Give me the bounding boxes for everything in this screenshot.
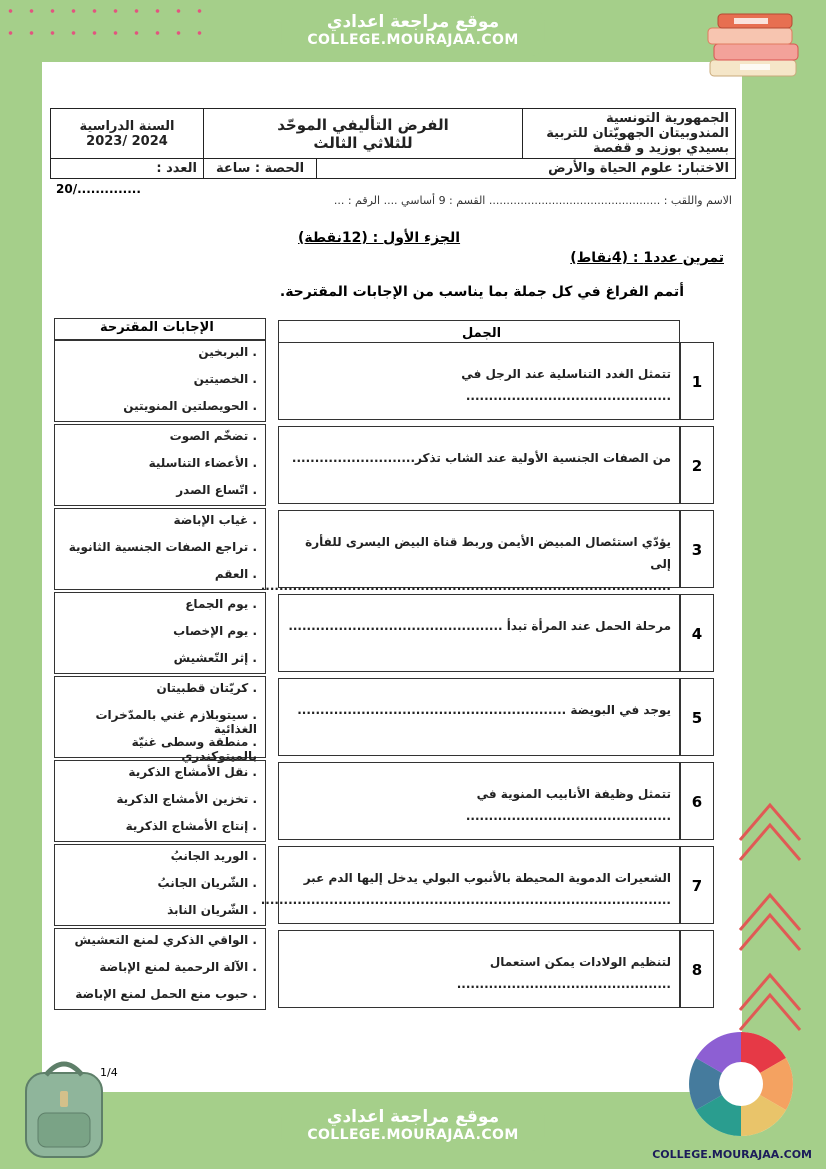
option-item[interactable]: . تضخّم الصوت [169, 429, 257, 443]
row-number: 4 [680, 594, 714, 672]
sentence-text: من الصفات الجنسية الأولية عند الشاب تذكر........................... [291, 451, 671, 465]
sentence-text: يؤدّي استئصال المبيض الأيمن وربط قناة البيض اليسرى للفأرة إلى .......................................................................................... [260, 535, 671, 593]
school-wheel-icon [686, 1029, 796, 1139]
sentence-text: مرحلة الحمل عند المرأة تبدأ ............................................... [288, 619, 671, 633]
chevron-up-icon [730, 790, 810, 1040]
option-item[interactable]: . غياب الإباضة [173, 513, 257, 527]
row-number: 5 [680, 678, 714, 756]
options-cell [54, 592, 266, 674]
sentence-text: الشعيرات الدموية المحيطة بالأنبوب البولي يدخل إليها الدم عبر .......................................................................................... [260, 871, 671, 907]
sentences-header-box [278, 320, 680, 342]
row-number: 2 [680, 426, 714, 504]
books-stack-icon [704, 10, 804, 82]
option-item[interactable]: . اتّساع الصدر [176, 483, 257, 497]
student-info-line[interactable]: الاسم واللقب : ................................................. القسم : 9 أساسي .... الرقم : ... [333, 194, 732, 207]
options-column-header: الإجابات المقترحة [100, 320, 214, 335]
exam-page [42, 62, 742, 1092]
sentence-cell[interactable] [278, 678, 680, 756]
option-item[interactable]: . تراجع الصفات الجنسية الثانوية [68, 540, 257, 554]
sentence-cell[interactable] [278, 762, 680, 840]
option-item[interactable]: . الآلة الرحمية لمنع الإباضة [99, 960, 257, 974]
options-cell [54, 844, 266, 926]
score-cell [51, 159, 204, 179]
option-item[interactable]: . الحويصلتين المنويتين [123, 399, 257, 413]
exam-title-line1: الفرض التأليفي الموحّد [277, 115, 449, 134]
option-item[interactable]: . منطقة وسطى غنيّة بالميتوكندري [131, 735, 257, 763]
options-cell [54, 508, 266, 590]
option-item[interactable]: . سيتوبلازم غني بالمدّخرات الغذائية [95, 708, 257, 736]
site-banner-bottom[interactable] [281, 1103, 544, 1151]
site-banner-top[interactable] [281, 8, 544, 56]
site-name-arabic-bottom: موقع مراجعة اعدادي [326, 1107, 500, 1127]
sentence-cell[interactable] [260, 846, 680, 924]
site-domain-bottom: COLLEGE.MOURAJAA.COM [307, 1127, 519, 1143]
row-number: 8 [680, 930, 714, 1008]
option-item[interactable]: . نقل الأمشاج الذكرية [128, 765, 257, 779]
options-cell [54, 676, 266, 763]
option-item[interactable]: . يوم الإخصاب [173, 624, 257, 638]
options-cell [54, 928, 266, 1010]
option-item[interactable]: . الخصيتين [193, 372, 257, 386]
school-year-cell [51, 109, 204, 159]
page-number: 1/4 [100, 1066, 118, 1079]
score-label: العدد : [156, 161, 197, 176]
year-label: السنة الدراسية [79, 118, 175, 134]
sentence-cell[interactable] [278, 594, 680, 672]
subject-cell: الاختبار: علوم الحياة والأرض [317, 159, 736, 179]
decorative-dots [0, 0, 210, 48]
sentence-text: تتمثل الغدد التناسلية عند الرجل في ............................................. [461, 367, 671, 403]
backpack-icon [14, 1051, 114, 1161]
score-blank[interactable]: 20/.............. [56, 182, 141, 196]
option-item[interactable]: . تخزين الأمشاج الذكرية [116, 792, 257, 806]
row-number: 1 [680, 342, 714, 420]
sentence-cell[interactable] [278, 426, 680, 504]
option-item[interactable]: . العقم [214, 567, 257, 581]
options-cell [54, 760, 266, 842]
exercise-instruction: أتمم الفراغ في كل جملة بما يناسب من الإجابات المقترحة. [279, 284, 684, 300]
sentences-column-header: الجمل [462, 326, 502, 341]
option-item[interactable]: . إنتاج الأمشاج الذكرية [125, 819, 257, 833]
sentence-text: يوجد في البويضة ........................................................... [297, 703, 671, 717]
option-item[interactable]: . إثر التّعشيش [173, 651, 257, 665]
duration-cell: الحصة : ساعة [204, 159, 317, 179]
cities-label: بسيدي بوزيد و قفصة [593, 141, 729, 156]
sentence-cell[interactable] [278, 342, 680, 420]
option-item[interactable]: . يوم الجماع [185, 597, 257, 611]
option-item[interactable]: . الوريد الجانبُ [170, 849, 257, 863]
exam-title-cell [204, 109, 523, 159]
part-title: الجزء الأول : (12نقطة) [298, 230, 461, 246]
sentence-cell[interactable] [278, 930, 680, 1008]
institution-cell [523, 109, 736, 159]
exercise-title: تمرين عدد1 : (4نقاط) [570, 250, 724, 266]
options-header-box [54, 318, 266, 340]
option-item[interactable]: . الواقي الذكري لمنع التعشيش [74, 933, 257, 947]
option-item[interactable]: . حبوب منع الحمل لمنع الإباضة [75, 987, 257, 1001]
republic-label: الجمهورية التونسية [605, 111, 729, 126]
sentence-text: تتمثل وظيفة الأنابيب المنوية في ............................................. [465, 787, 671, 823]
row-number: 3 [680, 510, 714, 588]
options-cell [54, 340, 266, 422]
directorates-label: المندوبيتان الجهويّتان للتربية [546, 126, 729, 141]
option-item[interactable]: . الأعضاء التناسلية [148, 456, 257, 470]
option-item[interactable]: . كريّتان قطبيتان [156, 681, 257, 695]
option-item[interactable]: . الشّريان الجانبُ [157, 876, 257, 890]
year-value: 2023/ 2024 [86, 133, 168, 149]
options-cell [54, 424, 266, 506]
option-item[interactable]: . الشّريان النابذ [167, 903, 257, 917]
site-domain: COLLEGE.MOURAJAA.COM [307, 32, 519, 48]
site-brand-footer[interactable]: COLLEGE.MOURAJAA.COM [652, 1148, 812, 1161]
row-number: 6 [680, 762, 714, 840]
exam-header-table [50, 108, 736, 179]
option-item[interactable]: . البربخين [198, 345, 257, 359]
sentence-text: لتنظيم الولادات يمكن استعمال ............................................... [456, 955, 671, 991]
site-name-arabic: موقع مراجعة اعدادي [326, 12, 500, 32]
sentence-cell[interactable] [260, 510, 680, 593]
exam-title-line2: للثلاثي الثالث [313, 133, 413, 152]
row-number: 7 [680, 846, 714, 924]
